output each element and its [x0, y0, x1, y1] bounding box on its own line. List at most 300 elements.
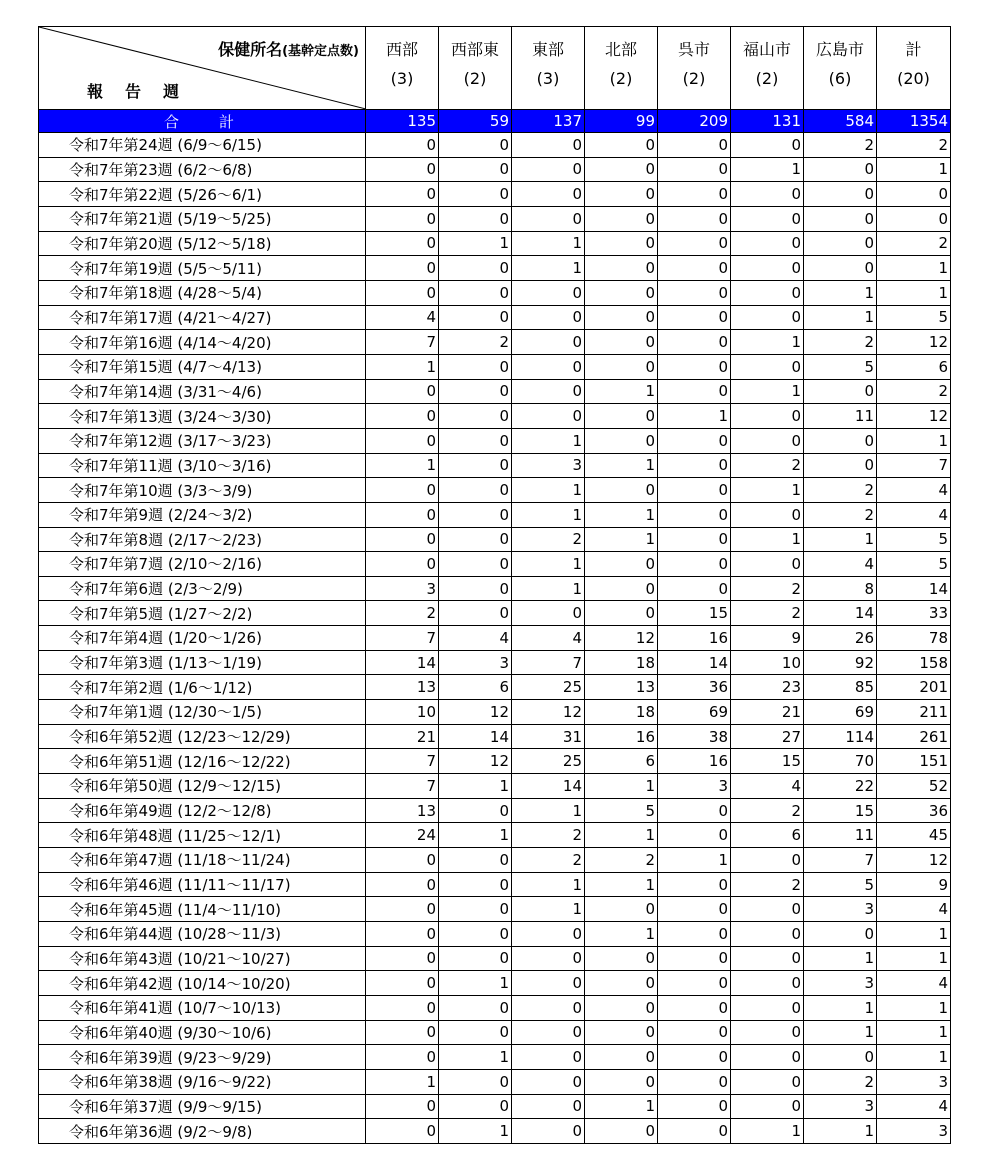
count-cell: 0 [877, 206, 951, 231]
week-label: 令和6年第41週 (10/7～10/13) [39, 995, 366, 1020]
count-cell: 92 [804, 650, 877, 675]
total-label: 合計 [39, 110, 366, 133]
count-cell: 2 [512, 527, 585, 552]
week-label: 令和7年第15週 (4/7～4/13) [39, 354, 366, 379]
table-row [39, 675, 951, 700]
count-cell: 0 [439, 922, 512, 947]
count-cell: 2 [439, 330, 512, 355]
week-label: 令和7年第3週 (1/13～1/19) [39, 650, 366, 675]
count-cell: 1 [512, 798, 585, 823]
count-cell: 0 [658, 1045, 731, 1070]
count-cell: 0 [439, 157, 512, 182]
column-count: (6) [828, 69, 852, 88]
count-cell: 14 [512, 774, 585, 799]
count-cell: 4 [804, 552, 877, 577]
count-cell: 1 [658, 848, 731, 873]
count-cell: 1 [512, 897, 585, 922]
count-cell: 2 [804, 330, 877, 355]
table-row [39, 182, 951, 207]
count-cell: 12 [877, 848, 951, 873]
week-label: 令和7年第19週 (5/5～5/11) [39, 256, 366, 281]
column-header [877, 27, 951, 110]
count-cell: 0 [658, 971, 731, 996]
count-cell: 0 [439, 354, 512, 379]
count-cell: 0 [439, 453, 512, 478]
count-cell: 1 [804, 946, 877, 971]
count-cell: 0 [804, 1045, 877, 1070]
count-cell: 11 [804, 823, 877, 848]
table-row [39, 626, 951, 651]
week-label: 令和7年第24週 (6/9～6/15) [39, 133, 366, 158]
table-row [39, 280, 951, 305]
count-cell: 0 [439, 404, 512, 429]
count-cell: 0 [439, 897, 512, 922]
count-cell: 0 [439, 502, 512, 527]
count-cell: 4 [877, 502, 951, 527]
count-cell: 0 [658, 330, 731, 355]
count-cell: 1 [512, 428, 585, 453]
count-cell: 0 [366, 1045, 439, 1070]
count-cell: 0 [366, 995, 439, 1020]
count-cell: 31 [512, 724, 585, 749]
count-cell: 0 [731, 428, 804, 453]
count-cell: 0 [731, 971, 804, 996]
count-cell: 45 [877, 823, 951, 848]
week-label: 令和7年第22週 (5/26～6/1) [39, 182, 366, 207]
column-name: 東部 [531, 40, 564, 59]
count-cell: 78 [877, 626, 951, 651]
count-cell: 0 [512, 922, 585, 947]
count-cell: 4 [877, 897, 951, 922]
count-cell: 12 [877, 330, 951, 355]
count-cell: 1 [585, 774, 658, 799]
table-row [39, 552, 951, 577]
count-cell: 0 [585, 280, 658, 305]
count-cell: 0 [512, 404, 585, 429]
table-row [39, 206, 951, 231]
count-cell: 0 [731, 305, 804, 330]
count-cell: 114 [804, 724, 877, 749]
total-cell: 59 [439, 110, 512, 133]
count-cell: 0 [731, 552, 804, 577]
column-count: (2) [755, 69, 779, 88]
count-cell: 0 [658, 995, 731, 1020]
table-row [39, 774, 951, 799]
count-cell: 0 [439, 848, 512, 873]
count-cell: 10 [731, 650, 804, 675]
count-cell: 0 [366, 157, 439, 182]
count-cell: 0 [804, 453, 877, 478]
count-cell: 2 [804, 1069, 877, 1094]
count-cell: 1 [439, 1045, 512, 1070]
count-cell: 6 [439, 675, 512, 700]
count-cell: 16 [585, 724, 658, 749]
count-cell: 0 [366, 502, 439, 527]
count-cell: 1 [731, 1119, 804, 1144]
count-cell: 1 [512, 872, 585, 897]
count-cell: 0 [585, 478, 658, 503]
count-cell: 0 [658, 1094, 731, 1119]
table-row [39, 700, 951, 725]
count-cell: 0 [366, 922, 439, 947]
count-cell: 9 [731, 626, 804, 651]
count-cell: 1 [585, 1094, 658, 1119]
count-cell: 1 [731, 379, 804, 404]
count-cell: 0 [658, 922, 731, 947]
week-label: 令和7年第9週 (2/24～3/2) [39, 502, 366, 527]
count-cell: 7 [804, 848, 877, 873]
week-label: 令和7年第6週 (2/3～2/9) [39, 576, 366, 601]
week-label: 令和6年第49週 (12/2～12/8) [39, 798, 366, 823]
count-cell: 0 [366, 527, 439, 552]
table-row [39, 502, 951, 527]
count-cell: 0 [658, 502, 731, 527]
week-label: 令和6年第45週 (11/4～11/10) [39, 897, 366, 922]
count-cell: 13 [366, 798, 439, 823]
count-cell: 13 [585, 675, 658, 700]
count-cell: 3 [877, 1119, 951, 1144]
count-cell: 12 [585, 626, 658, 651]
count-cell: 7 [366, 749, 439, 774]
count-cell: 158 [877, 650, 951, 675]
count-cell: 2 [877, 133, 951, 158]
count-cell: 0 [366, 379, 439, 404]
count-cell: 0 [658, 354, 731, 379]
total-cell: 584 [804, 110, 877, 133]
week-label: 令和7年第4週 (1/20～1/26) [39, 626, 366, 651]
count-cell: 2 [585, 848, 658, 873]
count-cell: 0 [804, 231, 877, 256]
table-row [39, 823, 951, 848]
count-cell: 0 [439, 1069, 512, 1094]
count-cell: 4 [877, 478, 951, 503]
count-cell: 0 [439, 552, 512, 577]
count-cell: 1 [731, 478, 804, 503]
table-row [39, 305, 951, 330]
count-cell: 0 [512, 354, 585, 379]
table-row [39, 650, 951, 675]
week-label: 令和7年第12週 (3/17～3/23) [39, 428, 366, 453]
total-cell: 135 [366, 110, 439, 133]
count-cell: 0 [658, 1119, 731, 1144]
count-cell: 1 [877, 280, 951, 305]
count-cell: 36 [877, 798, 951, 823]
week-label: 令和6年第40週 (9/30～10/6) [39, 1020, 366, 1045]
count-cell: 13 [366, 675, 439, 700]
count-cell: 0 [366, 897, 439, 922]
column-header [585, 27, 658, 110]
count-cell: 0 [366, 428, 439, 453]
count-cell: 0 [585, 897, 658, 922]
count-cell: 3 [439, 650, 512, 675]
count-cell: 12 [512, 700, 585, 725]
table-row [39, 971, 951, 996]
count-cell: 1 [804, 305, 877, 330]
count-cell: 0 [585, 428, 658, 453]
count-cell: 0 [804, 428, 877, 453]
corner-header [39, 27, 366, 110]
count-cell: 0 [585, 1119, 658, 1144]
count-cell: 0 [439, 946, 512, 971]
count-cell: 0 [512, 182, 585, 207]
count-cell: 2 [512, 848, 585, 873]
week-label: 令和7年第23週 (6/2～6/8) [39, 157, 366, 182]
table-row [39, 256, 951, 281]
week-label: 令和7年第2週 (1/6～1/12) [39, 675, 366, 700]
week-label: 令和6年第50週 (12/9～12/15) [39, 774, 366, 799]
count-cell: 3 [804, 1094, 877, 1119]
count-cell: 1 [366, 354, 439, 379]
count-cell: 1 [512, 502, 585, 527]
count-cell: 0 [439, 576, 512, 601]
count-cell: 0 [658, 231, 731, 256]
count-cell: 1 [585, 527, 658, 552]
count-cell: 0 [512, 971, 585, 996]
table-row [39, 724, 951, 749]
count-cell: 1 [731, 527, 804, 552]
table-row [39, 354, 951, 379]
count-cell: 6 [877, 354, 951, 379]
count-cell: 0 [439, 206, 512, 231]
count-cell: 0 [439, 995, 512, 1020]
count-cell: 5 [877, 527, 951, 552]
count-cell: 0 [439, 280, 512, 305]
total-cell: 1354 [877, 110, 951, 133]
count-cell: 0 [366, 946, 439, 971]
count-cell: 3 [512, 453, 585, 478]
count-cell: 1 [439, 231, 512, 256]
count-cell: 1 [804, 995, 877, 1020]
column-name: 西部東 [450, 40, 499, 59]
week-label: 令和6年第51週 (12/16～12/22) [39, 749, 366, 774]
count-cell: 4 [731, 774, 804, 799]
count-cell: 12 [439, 749, 512, 774]
count-cell: 0 [658, 206, 731, 231]
count-cell: 3 [658, 774, 731, 799]
count-cell: 0 [658, 897, 731, 922]
week-label: 令和7年第7週 (2/10～2/16) [39, 552, 366, 577]
count-cell: 27 [731, 724, 804, 749]
week-label: 令和6年第48週 (11/25～12/1) [39, 823, 366, 848]
count-cell: 1 [585, 379, 658, 404]
count-cell: 21 [366, 724, 439, 749]
column-count: (20) [897, 69, 930, 88]
count-cell: 0 [512, 280, 585, 305]
count-cell: 0 [439, 133, 512, 158]
count-cell: 0 [585, 552, 658, 577]
count-cell: 1 [439, 774, 512, 799]
count-cell: 0 [731, 1020, 804, 1045]
count-cell: 1 [877, 946, 951, 971]
table-row [39, 1045, 951, 1070]
count-cell: 0 [658, 576, 731, 601]
corner-top-label [218, 37, 359, 60]
count-cell: 15 [804, 798, 877, 823]
count-cell: 0 [585, 1020, 658, 1045]
count-cell: 7 [512, 650, 585, 675]
count-cell: 0 [585, 404, 658, 429]
count-cell: 261 [877, 724, 951, 749]
column-count: (3) [536, 69, 560, 88]
count-cell: 16 [658, 626, 731, 651]
count-cell: 1 [585, 872, 658, 897]
count-cell: 0 [585, 133, 658, 158]
count-cell: 1 [731, 330, 804, 355]
week-label: 令和7年第18週 (4/28～5/4) [39, 280, 366, 305]
total-cell: 131 [731, 110, 804, 133]
count-cell: 18 [585, 700, 658, 725]
count-cell: 2 [804, 478, 877, 503]
column-name: 福山市 [742, 40, 791, 59]
count-cell: 4 [877, 1094, 951, 1119]
table-row [39, 897, 951, 922]
count-cell: 0 [439, 478, 512, 503]
count-cell: 0 [731, 280, 804, 305]
table-row [39, 157, 951, 182]
count-cell: 0 [439, 527, 512, 552]
count-cell: 1 [877, 1020, 951, 1045]
count-cell: 3 [804, 971, 877, 996]
count-cell: 0 [585, 182, 658, 207]
count-cell: 2 [512, 823, 585, 848]
count-cell: 0 [585, 601, 658, 626]
count-cell: 0 [585, 206, 658, 231]
count-cell: 0 [731, 897, 804, 922]
week-label: 令和7年第5週 (1/27～2/2) [39, 601, 366, 626]
column-header [512, 27, 585, 110]
count-cell: 0 [439, 601, 512, 626]
count-cell: 21 [731, 700, 804, 725]
week-label: 令和7年第14週 (3/31～4/6) [39, 379, 366, 404]
count-cell: 0 [658, 428, 731, 453]
count-cell: 14 [366, 650, 439, 675]
table-row [39, 379, 951, 404]
count-cell: 1 [585, 922, 658, 947]
count-cell: 0 [366, 231, 439, 256]
count-cell: 7 [366, 774, 439, 799]
count-cell: 1 [877, 428, 951, 453]
count-cell: 4 [512, 626, 585, 651]
count-cell: 2 [731, 601, 804, 626]
column-count: (2) [609, 69, 633, 88]
count-cell: 2 [804, 133, 877, 158]
count-cell: 0 [585, 354, 658, 379]
count-cell: 0 [585, 231, 658, 256]
count-cell: 25 [512, 749, 585, 774]
week-label: 令和6年第42週 (10/14～10/20) [39, 971, 366, 996]
count-cell: 1 [512, 576, 585, 601]
count-cell: 1 [877, 995, 951, 1020]
column-name: 北部 [604, 40, 637, 59]
count-cell: 0 [512, 1020, 585, 1045]
count-cell: 0 [512, 1094, 585, 1119]
count-cell: 1 [877, 256, 951, 281]
count-cell: 0 [658, 823, 731, 848]
count-cell: 0 [731, 1069, 804, 1094]
count-cell: 0 [731, 1045, 804, 1070]
table-row [39, 576, 951, 601]
count-cell: 3 [804, 897, 877, 922]
count-cell: 8 [804, 576, 877, 601]
count-cell: 0 [366, 971, 439, 996]
count-cell: 0 [439, 182, 512, 207]
count-cell: 0 [366, 478, 439, 503]
count-cell: 0 [585, 576, 658, 601]
count-cell: 3 [366, 576, 439, 601]
count-cell: 4 [439, 626, 512, 651]
count-cell: 0 [366, 848, 439, 873]
count-cell: 2 [366, 601, 439, 626]
table-row [39, 231, 951, 256]
column-count: (3) [390, 69, 414, 88]
count-cell: 1 [439, 971, 512, 996]
table-row [39, 995, 951, 1020]
count-cell: 33 [877, 601, 951, 626]
count-cell: 0 [658, 946, 731, 971]
count-cell: 0 [512, 206, 585, 231]
week-label: 令和6年第47週 (11/18～11/24) [39, 848, 366, 873]
count-cell: 1 [804, 280, 877, 305]
count-cell: 1 [439, 823, 512, 848]
table-row [39, 1069, 951, 1094]
count-cell: 0 [366, 206, 439, 231]
count-cell: 0 [512, 946, 585, 971]
count-cell: 0 [512, 133, 585, 158]
count-cell: 2 [731, 798, 804, 823]
count-cell: 0 [439, 256, 512, 281]
count-cell: 1 [585, 453, 658, 478]
week-label: 令和7年第10週 (3/3～3/9) [39, 478, 366, 503]
count-cell: 0 [585, 256, 658, 281]
count-cell: 0 [366, 404, 439, 429]
count-cell: 1 [512, 478, 585, 503]
count-cell: 0 [804, 182, 877, 207]
count-cell: 211 [877, 700, 951, 725]
count-cell: 2 [877, 231, 951, 256]
count-cell: 201 [877, 675, 951, 700]
surveillance-table [38, 26, 951, 1144]
count-cell: 0 [731, 848, 804, 873]
table-row [39, 1094, 951, 1119]
count-cell: 0 [804, 922, 877, 947]
count-cell: 5 [804, 872, 877, 897]
count-cell: 69 [804, 700, 877, 725]
count-cell: 6 [585, 749, 658, 774]
count-cell: 5 [877, 552, 951, 577]
count-cell: 4 [877, 971, 951, 996]
count-cell: 0 [658, 256, 731, 281]
total-cell: 99 [585, 110, 658, 133]
table-row [39, 601, 951, 626]
column-name: 広島市 [815, 40, 864, 59]
count-cell: 4 [366, 305, 439, 330]
count-cell: 0 [439, 305, 512, 330]
count-cell: 14 [658, 650, 731, 675]
count-cell: 0 [439, 1094, 512, 1119]
count-cell: 26 [804, 626, 877, 651]
week-label: 令和7年第13週 (3/24～3/30) [39, 404, 366, 429]
count-cell: 0 [366, 1020, 439, 1045]
count-cell: 0 [512, 330, 585, 355]
table-row [39, 798, 951, 823]
count-cell: 9 [877, 872, 951, 897]
count-cell: 38 [658, 724, 731, 749]
week-label: 令和6年第43週 (10/21～10/27) [39, 946, 366, 971]
week-label: 令和6年第37週 (9/9～9/15) [39, 1094, 366, 1119]
count-cell: 0 [585, 971, 658, 996]
count-cell: 0 [512, 379, 585, 404]
week-label: 令和7年第20週 (5/12～5/18) [39, 231, 366, 256]
